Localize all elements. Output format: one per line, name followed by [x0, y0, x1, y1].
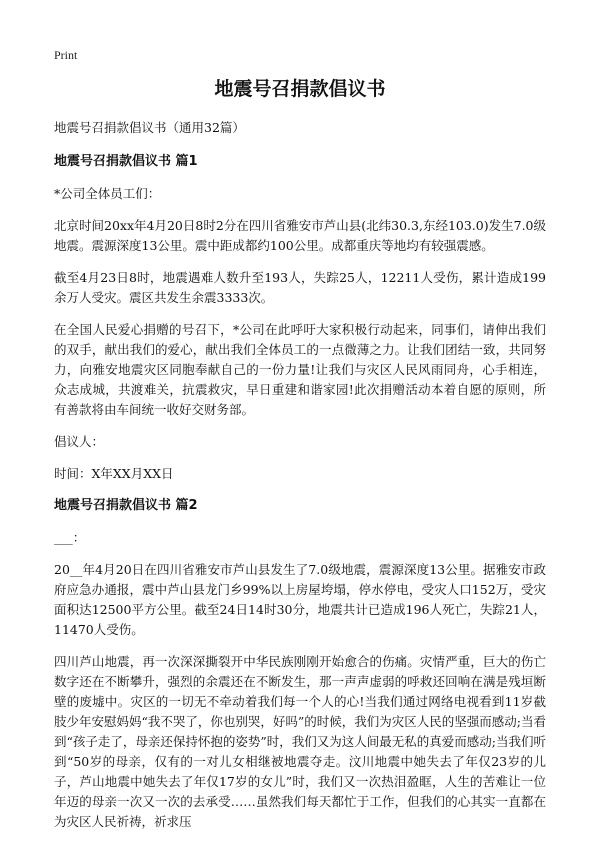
- paragraph: 20__年4月20日在四川省雅安市芦山县发生了7.0级地震，震源深度13公里。据雅安市政府应急办通报，震中芦山县龙门乡99%以上房屋垮塌，停水停电，受灾人口152万，受灾面积达12500平方公里。截至24日14时30分，地震共计已造成196人死亡，失踪21人，11470人受伤。: [54, 562, 546, 637]
- paragraph: 截至4月23日8时，地震遇难人数升至193人，失踪25人，12211人受伤，累计造成199余万人受灾。震区共发生余震3333次。: [54, 270, 546, 305]
- section-heading-1: 地震号召捐款倡议书 篇1: [54, 154, 198, 169]
- document-body: [54, 76, 546, 844]
- section-heading-2: 地震号召捐款倡议书 篇2: [54, 498, 198, 513]
- greeting-2: ___：: [54, 530, 86, 545]
- page-title: 地震号召捐款倡议书: [214, 78, 386, 100]
- signer-line: 倡议人：: [54, 434, 105, 449]
- print-link[interactable]: Print: [54, 48, 78, 62]
- paragraph: 北京时间20xx年4月20日8时2分在四川省雅安市芦山县(北纬30.3,东经103.0)发生7.0级地震。震源深度13公里。震中距成都约100公里。成都重庆等地均有较强震感。: [54, 218, 546, 253]
- paragraph: 四川芦山地震，再一次深深撕裂开中华民族刚刚开始愈合的伤痛。灾情严重，巨大的伤亡数字还在不断攀升，强烈的余震还在不断发生，那一声声虚弱的呼救还回响在满是残垣断壁的废墟中。灾区的一切无不牵动着我们每一个人的心!当我们通过网络电视看到11岁截肢少年安慰妈妈“我不哭了，你也别哭，好吗”的时候，我们为灾区人民的坚强而感动;当看到“孩子走了，母亲还保持怀抱的姿势”时，我们又为这人间最无私的真爱而感动;当我们听到“50岁的母亲，仅有的一对儿女相继被地震夺走。汶川地震中她失去了年仅23岁的儿子，芦山地震中她失去了年仅17岁的女儿”时，我们又一次热泪盈眶，人生的苦难让一位年迈的母亲一次又一次的去承受……虽然我们每天都忙于工作，但我们的心其实一直都在为灾区人民祈祷，祈求压: [54, 654, 546, 829]
- greeting-1: *公司全体员工们：: [54, 186, 161, 201]
- date-line: 时间：X年XX月XX日: [54, 466, 174, 481]
- paragraph: 在全国人民爱心捐赠的号召下，*公司在此呼吁大家积极行动起来，同事们，请伸出我们的双手，献出我们的爱心，献出我们全体员工的一点微薄之力。让我们团结一致，共同努力，向雅安地震灾区同胞奉献自己的一份力量!让我们与灾区人民风雨同舟，心手相连，众志成城，共渡难关，抗震救灾，早日重建和谐家园!此次捐赠活动本着自愿的原则，所有善款将由车间统一收好交财务部。: [54, 322, 546, 417]
- document-subtitle: 地震号召捐款倡议书（通用32篇）: [54, 120, 245, 135]
